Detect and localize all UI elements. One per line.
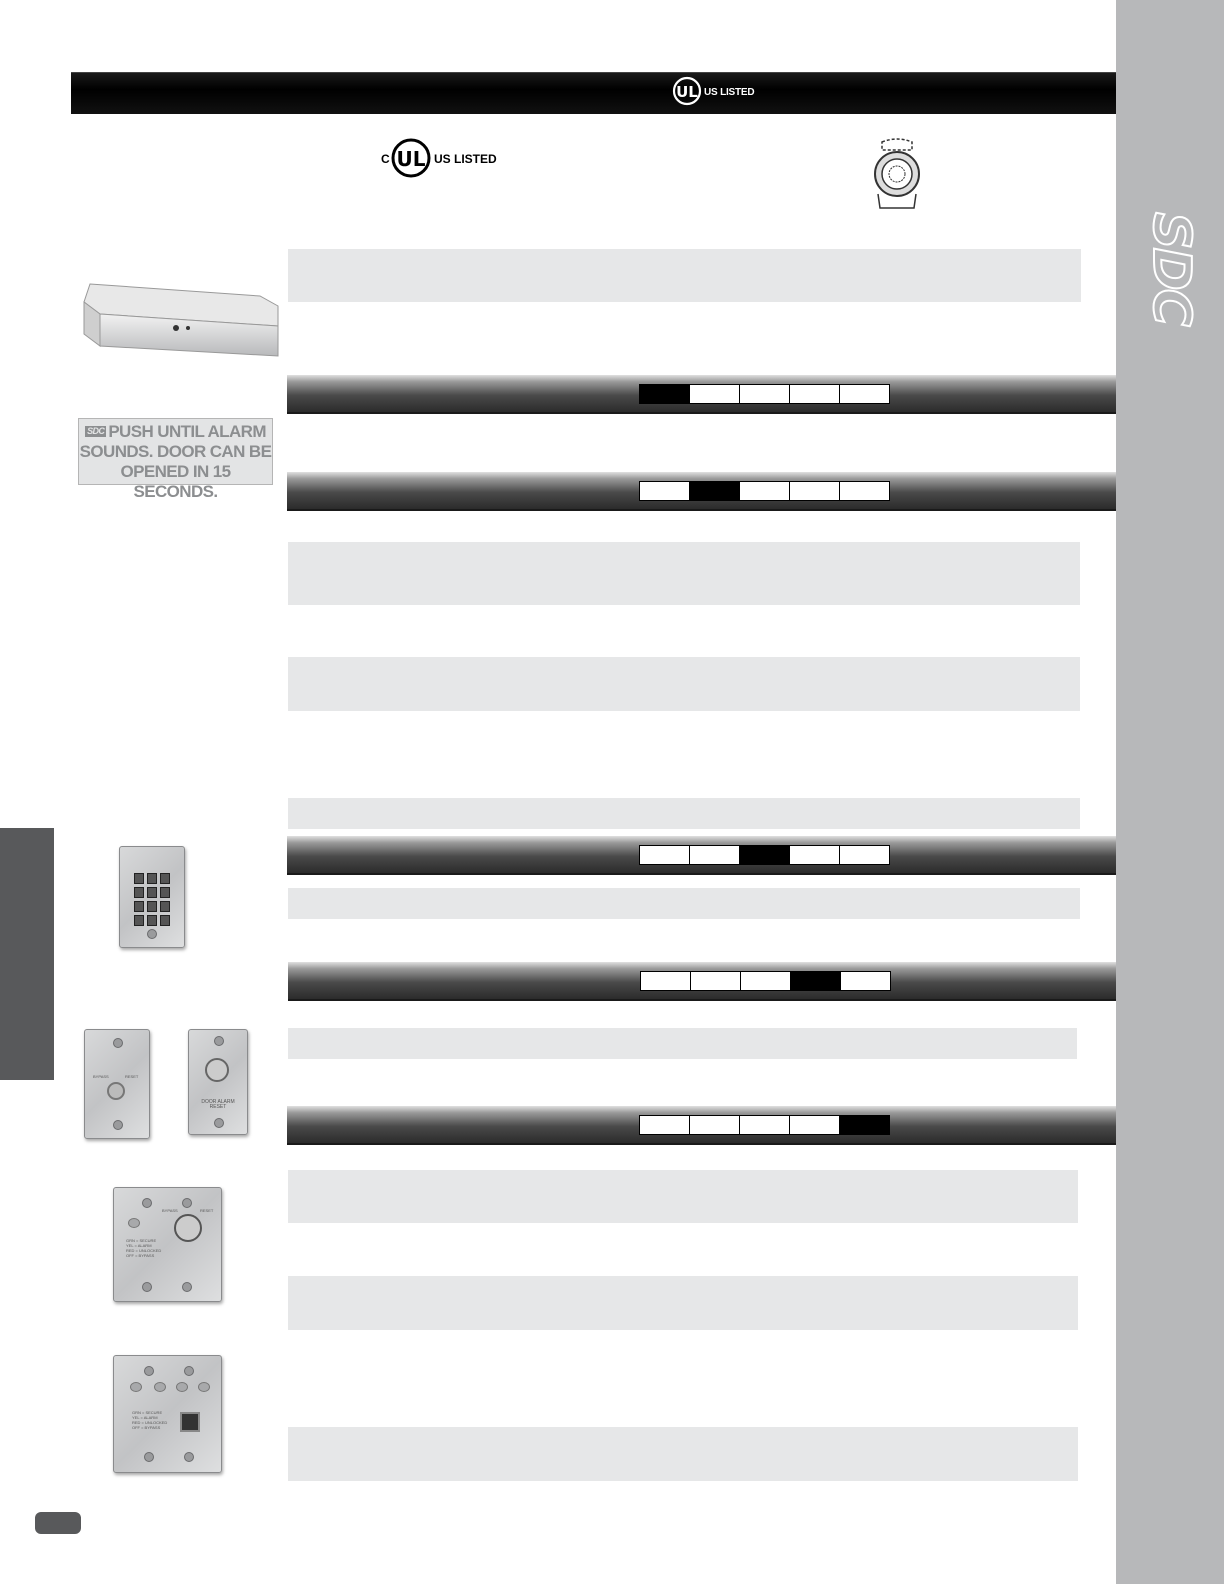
key	[134, 901, 144, 912]
section-strip-1	[639, 384, 890, 404]
alarm-line-1: PUSH UNTIL ALARM	[108, 422, 266, 441]
section-bar-4	[288, 962, 1116, 1001]
legend-line: GRN = SECURE	[126, 1238, 157, 1243]
screw-icon	[214, 1036, 224, 1046]
keypad-grid	[134, 873, 170, 921]
ul-circle-icon	[672, 76, 702, 106]
bypass-reset-plate-image	[84, 1029, 150, 1139]
sdc-badge: SDC	[87, 426, 105, 436]
legend-line: OFF = BYPASS	[132, 1425, 161, 1430]
strip-cell	[790, 385, 840, 403]
info-band-2	[288, 542, 1080, 605]
key-cylinder-icon	[107, 1082, 125, 1100]
info-band-6	[288, 1028, 1077, 1059]
annunciator-keyswitch-plate-image	[113, 1187, 222, 1302]
legend-line: RED = UNLOCKED	[132, 1420, 168, 1425]
strip-cell	[840, 1116, 889, 1134]
strip-cell	[790, 482, 840, 500]
key	[160, 915, 170, 926]
section-strip-2	[639, 481, 890, 501]
ul-listed-small	[672, 76, 762, 108]
keypad-plate-image	[119, 846, 185, 948]
strip-cell	[690, 385, 740, 403]
legend-block	[126, 1238, 161, 1258]
key	[134, 887, 144, 898]
strip-cell	[840, 385, 889, 403]
alarm-line-3: OPENED IN 15 SECONDS.	[120, 462, 231, 501]
sdc-vertical-text: SDC	[1141, 212, 1201, 325]
screw-icon	[113, 1120, 123, 1130]
strip-cell	[841, 972, 890, 990]
screw-icon	[184, 1366, 194, 1376]
key	[147, 873, 157, 884]
section-strip-3	[639, 845, 890, 865]
cul-us-listed-mark	[381, 138, 511, 182]
key	[147, 887, 157, 898]
info-band-5	[288, 888, 1080, 919]
alarm-warning-label	[78, 418, 273, 501]
screw-icon	[182, 1198, 192, 1208]
cul-caption: US LISTED	[434, 152, 497, 166]
indicator-led-icon	[130, 1382, 142, 1392]
strip-cell	[741, 972, 791, 990]
section-bar-3	[287, 836, 1116, 875]
strip-cell	[790, 846, 840, 864]
ul-small-caption: US LISTED	[704, 87, 755, 98]
strip-cell	[740, 1116, 790, 1134]
legend-line: OFF = BYPASS	[126, 1253, 155, 1258]
sdc-vertical-logo	[1130, 212, 1201, 356]
maglock-housing-image	[80, 276, 284, 360]
certification-seal-icon	[872, 138, 922, 212]
info-band-7	[288, 1170, 1078, 1223]
strip-cell	[840, 482, 889, 500]
strip-cell	[740, 846, 790, 864]
key	[134, 873, 144, 884]
key	[147, 901, 157, 912]
section-strip-5	[639, 1115, 890, 1135]
legend-block	[132, 1410, 167, 1430]
strip-cell	[690, 1116, 740, 1134]
screw-icon	[142, 1198, 152, 1208]
svg-text:UL: UL	[676, 83, 698, 101]
info-band-1	[288, 249, 1081, 302]
door-alarm-reset-label: DOOR ALARM RESET	[201, 1099, 235, 1110]
svg-text:UL: UL	[396, 147, 426, 171]
screw-icon	[182, 1282, 192, 1292]
key-cylinder-icon	[174, 1214, 202, 1242]
screw-icon	[113, 1038, 123, 1048]
key	[160, 901, 170, 912]
door-alarm-reset-plate-image	[188, 1029, 248, 1135]
key-cylinder-icon	[205, 1058, 229, 1082]
info-band-4	[288, 798, 1080, 829]
left-chapter-tab	[0, 828, 54, 1080]
strip-cell	[740, 385, 790, 403]
legend-line: YEL = ALARM	[132, 1415, 158, 1420]
strip-cell	[640, 1116, 690, 1134]
section-bar-5	[287, 1106, 1116, 1145]
indicator-led-icon	[128, 1218, 140, 1228]
strip-cell	[640, 385, 690, 403]
key	[160, 887, 170, 898]
key	[134, 915, 144, 926]
bypass-label: BYPASS	[93, 1074, 109, 1079]
section-bar-2	[287, 472, 1116, 511]
screw-icon	[184, 1452, 194, 1462]
annunciator-multi-led-plate-image	[113, 1355, 222, 1473]
ul-circle-big-icon	[391, 138, 431, 178]
page-number-pill	[35, 1512, 81, 1534]
indicator-led-icon	[198, 1382, 210, 1392]
screw-icon	[144, 1452, 154, 1462]
screw-icon	[142, 1282, 152, 1292]
strip-cell	[690, 482, 740, 500]
key	[147, 915, 157, 926]
info-band-8	[288, 1276, 1078, 1330]
header-bar	[71, 72, 1116, 114]
bypass-label: BYPASS	[162, 1208, 178, 1213]
strip-cell	[790, 1116, 840, 1134]
strip-cell	[840, 846, 889, 864]
screw-icon	[214, 1118, 224, 1128]
strip-cell	[691, 972, 741, 990]
screw-icon	[147, 929, 157, 939]
section-bar-1	[287, 375, 1116, 414]
reset-label: RESET	[125, 1074, 139, 1079]
indicator-led-icon	[176, 1382, 188, 1392]
key	[160, 873, 170, 884]
strip-cell	[640, 846, 690, 864]
strip-cell	[740, 482, 790, 500]
indicator-led-icon	[154, 1382, 166, 1392]
info-band-3	[288, 657, 1080, 711]
cul-prefix: C	[381, 152, 390, 166]
strip-cell	[641, 972, 691, 990]
reset-label: RESET	[200, 1208, 214, 1213]
legend-line: RED = UNLOCKED	[126, 1248, 162, 1253]
strip-cell	[640, 482, 690, 500]
legend-line: GRN = SECURE	[132, 1410, 163, 1415]
alarm-line-2: SOUNDS. DOOR CAN BE	[79, 442, 272, 461]
info-band-9	[288, 1427, 1078, 1481]
section-strip-4	[640, 971, 891, 991]
reset-button-icon	[180, 1412, 200, 1432]
screw-icon	[144, 1366, 154, 1376]
strip-cell	[690, 846, 740, 864]
legend-line: YEL = ALARM	[126, 1243, 152, 1248]
strip-cell	[791, 972, 841, 990]
